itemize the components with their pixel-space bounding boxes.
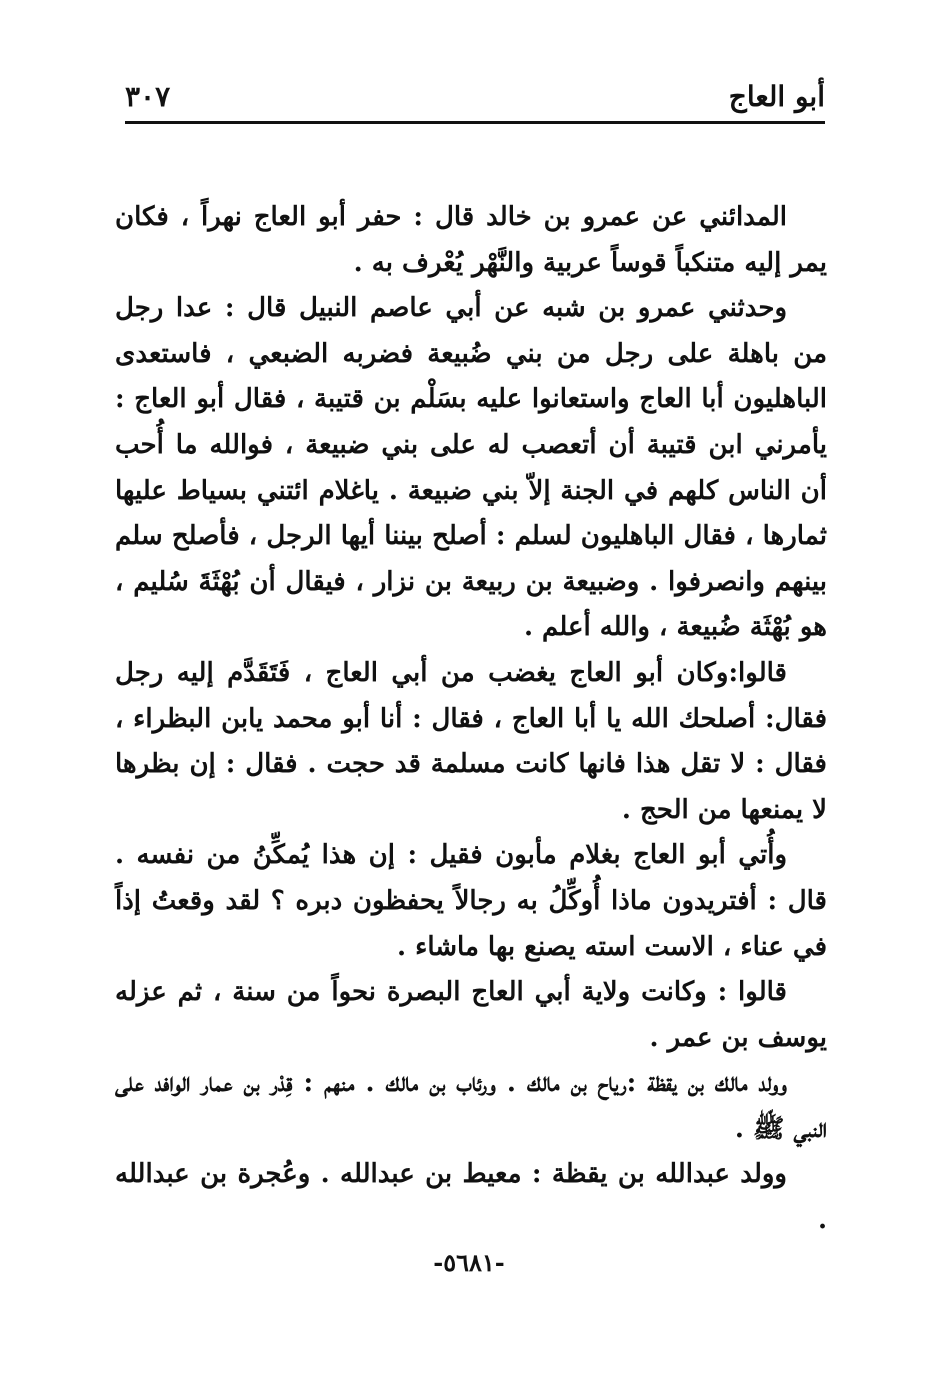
paragraph: المدائني عن عمرو بن خالد قال : حفر أبو العاج نهراً ، فكان يمر إليه متنكباً قوساً عربية والنَّهْر يُعْرف به . — [115, 202, 827, 278]
page-footer — [0, 1248, 938, 1277]
page-header — [125, 72, 825, 120]
running-title: أبو العاج — [728, 80, 825, 113]
paragraph: قالوا : وكانت ولاية أبي العاج البصرة نحواً من سنة ، ثم عزله يوسف بن عمر . — [115, 977, 827, 1053]
page-body — [115, 195, 827, 1244]
header-divider — [125, 121, 825, 124]
paragraph: وحدثني عمرو بن شبه عن أبي عاصم النبيل قال : عدا رجل من باهلة على رجل من بني ضُبيعة فضربه الضبعي ، فاستعدى الباهليون أبا العاج واستعانوا عليه بسَلْم بن قتيبة ، فقال أبو العاج : يأمرني ابن قتيبة أن أتعصب له على بني ضبيعة ، فوالله ما أُحب أن الناس كلهم في الجنة إلاّ بني ضبيعة . ياغلام ائتني بسياط عليها ثمارها ، فقال الباهليون لسلم : أصلح بيننا أيها الرجل ، فأصلح سلم بينهم وانصرفوا . وضبيعة بن ربيعة بن نزار ، فيقال أن بُهْثَةَ سُليم ، هو بُهْثَة ضُبيعة ، والله أعلم . — [115, 293, 827, 643]
page-number: ٣٠٧ — [125, 80, 171, 113]
paragraph: وولد مالك بن يقظة :رياح بن مالك . ورئاب بن مالك . منهم : قِدْر بن عمار الوافد على النبي ﷺ . — [115, 1068, 827, 1144]
paragraph: وولد عبدالله بن يقظة : معيط بن عبدالله . وعُجرة بن عبدالله . — [115, 1159, 827, 1236]
footer-page-number: -٥٦٨١- — [433, 1248, 505, 1277]
paragraph: وأُتي أبو العاج بغلام مأبون فقيل : إن هذا يُمكِّنُ من نفسه . قال : أفتريدون ماذا أُوكِّلُ به رجالاً يحفظون دبره ؟ لقد وقعتُ إذاً في عناء ، الاست استه يصنع بها ماشاء . — [115, 840, 827, 962]
paragraph: قالوا:وكان أبو العاج يغضب من أبي العاج ، فَتَقَدَّم إليه رجل فقال: أصلحك الله يا أبا العاج ، فقال : أنا أبو محمد يابن البظراء ، فقال : لا تقل هذا فانها كانت مسلمة قد حجت . فقال : إن بظرها لا يمنعها من الحج . — [115, 657, 827, 825]
